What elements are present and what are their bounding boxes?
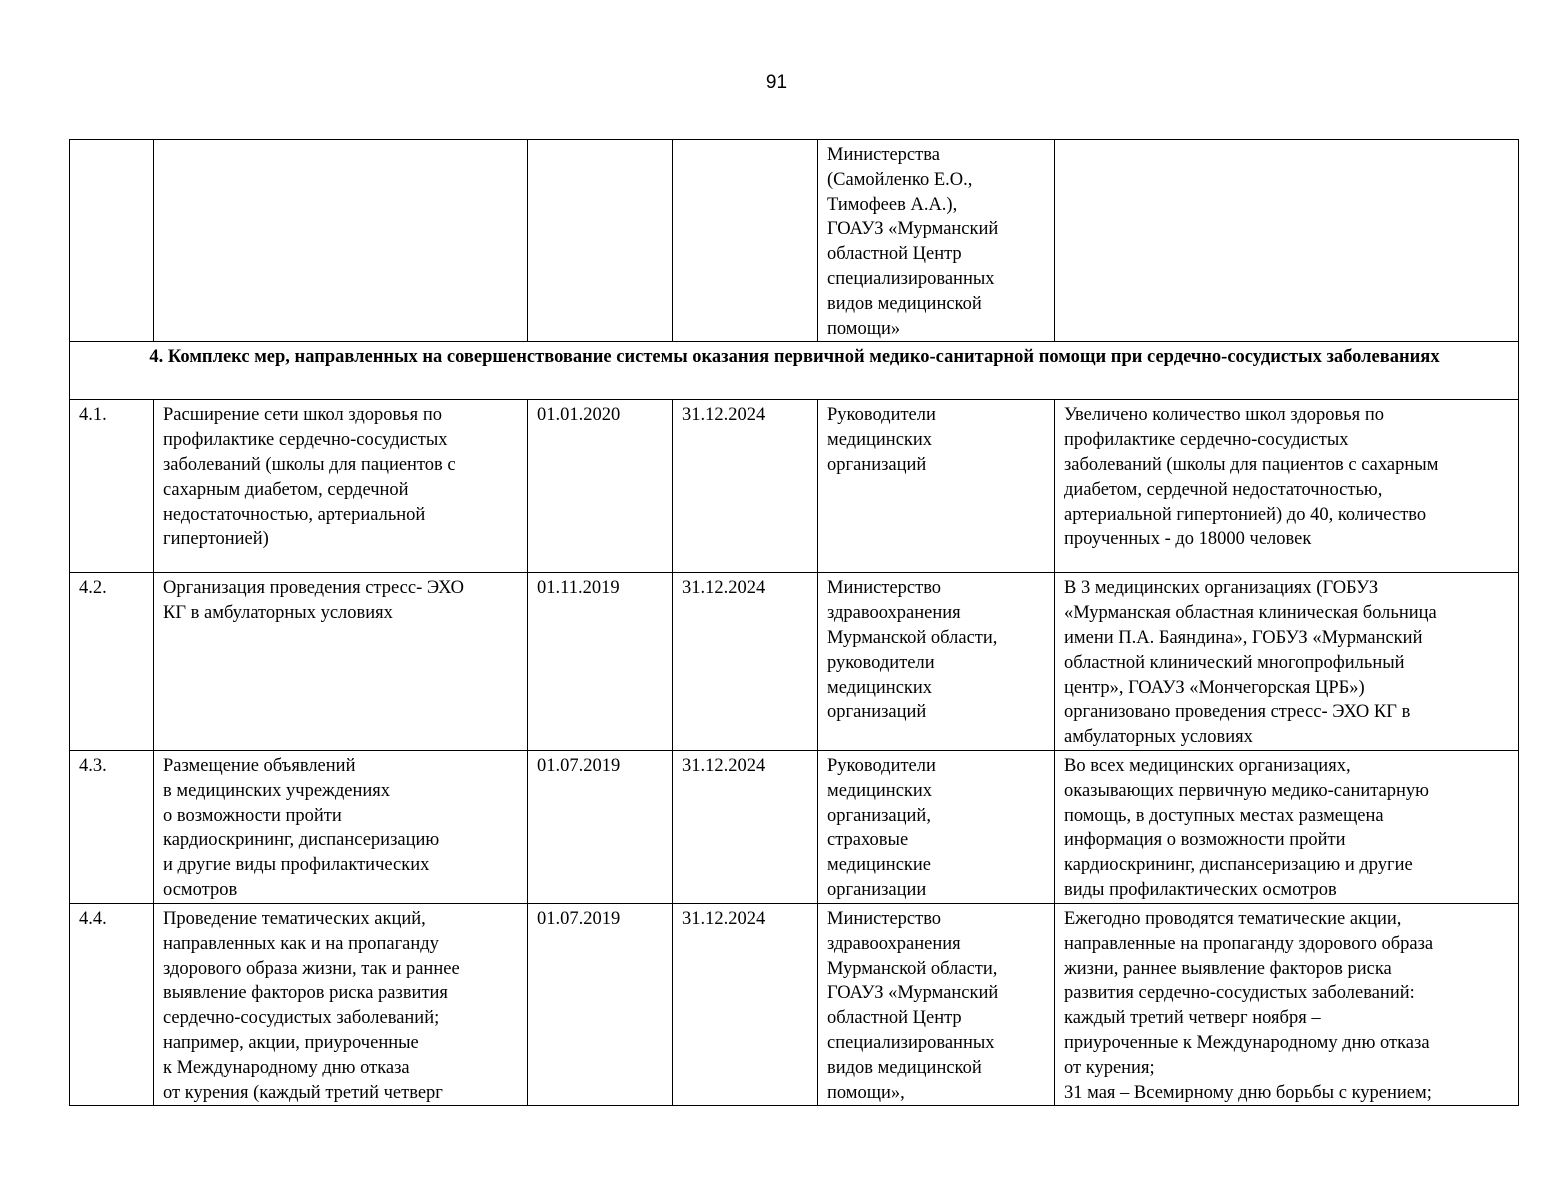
cell-end — [673, 140, 818, 342]
cell-responsible: Министерство здравоохранения Мурманской области, ГОАУЗ «Мурманский областной Центр специализированных видов медицинской помощи», — [818, 903, 1055, 1105]
cell-num — [70, 140, 154, 342]
table-row — [70, 573, 1519, 751]
cell-responsible: Руководители медицинских организаций, страховые медицинские организации — [818, 750, 1055, 903]
table-row — [70, 903, 1519, 1105]
cell-num: 4.4. — [70, 903, 154, 1105]
cell-measure: Размещение объявлений в медицинских учреждениях о возможности пройти кардиоскрининг, диспансеризацию и другие виды профилактических осмотров — [154, 750, 528, 903]
cell-result: В 3 медицинских организациях (ГОБУЗ «Мурманская областная клиническая больница имени П.А. Баяндина», ГОБУЗ «Мурманский областной клинический многопрофильный центр», ГОАУЗ «Мончегорская ЦРБ») организовано проведения стресс- ЭХО КГ в амбулаторных условиях — [1055, 573, 1519, 751]
cell-responsible: Министерство здравоохранения Мурманской области, руководители медицинских организаций — [818, 573, 1055, 751]
cell-measure — [154, 140, 528, 342]
table-row — [70, 750, 1519, 903]
table-row-continuation — [70, 140, 1519, 342]
cell-start — [528, 140, 673, 342]
cell-end: 31.12.2024 — [673, 573, 818, 751]
cell-end: 31.12.2024 — [673, 903, 818, 1105]
cell-start: 01.01.2020 — [528, 400, 673, 573]
cell-responsible: Руководители медицинских организаций — [818, 400, 1055, 573]
cell-measure: Организация проведения стресс- ЭХО КГ в амбулаторных условиях — [154, 573, 528, 751]
measures-table — [69, 139, 1519, 1106]
cell-responsible: Министерства (Самойленко Е.О., Тимофеев А.А.), ГОАУЗ «Мурманский областной Центр специализированных видов медицинской помощи» — [818, 140, 1055, 342]
cell-end: 31.12.2024 — [673, 400, 818, 573]
cell-start: 01.11.2019 — [528, 573, 673, 751]
cell-result — [1055, 140, 1519, 342]
cell-num: 4.3. — [70, 750, 154, 903]
cell-start: 01.07.2019 — [528, 903, 673, 1105]
cell-measure: Проведение тематических акций, направленных как и на пропаганду здорового образа жизни, так и раннее выявление факторов риска развития сердечно-сосудистых заболеваний; например, акции, приуроченные к Международному дню отказа от курения (каждый третий четверг — [154, 903, 528, 1105]
cell-measure: Расширение сети школ здоровья по профилактике сердечно-сосудистых заболеваний (школы для пациентов с сахарным диабетом, сердечной недостаточностью, артериальной гипертонией) — [154, 400, 528, 573]
table-row — [70, 400, 1519, 573]
section-heading: 4. Комплекс мер, направленных на совершенствование системы оказания первичной медико-санитарной помощи при сердечно-сосудистых заболеваниях — [70, 342, 1519, 400]
section-row — [70, 342, 1519, 400]
cell-result: Во всех медицинских организациях, оказывающих первичную медико-санитарную помощь, в доступных местах размещена информация о возможности пройти кардиоскрининг, диспансеризацию и другие виды профилактических осмотров — [1055, 750, 1519, 903]
cell-result: Ежегодно проводятся тематические акции, направленные на пропаганду здорового образа жизни, раннее выявление факторов риска развития сердечно-сосудистых заболеваний: каждый третий четверг ноября – приуроченные к Международному дню отказа от курения; 31 мая – Всемирному дню борьбы с курением; — [1055, 903, 1519, 1105]
cell-result: Увеличено количество школ здоровья по профилактике сердечно-сосудистых заболеваний (школы для пациентов с сахарным диабетом, сердечной недостаточностью, артериальной гипертонией) до 40, количество проученных - до 18000 человек — [1055, 400, 1519, 573]
cell-start: 01.07.2019 — [528, 750, 673, 903]
cell-num: 4.1. — [70, 400, 154, 573]
page-number: 91 — [765, 72, 788, 93]
cell-end: 31.12.2024 — [673, 750, 818, 903]
cell-num: 4.2. — [70, 573, 154, 751]
